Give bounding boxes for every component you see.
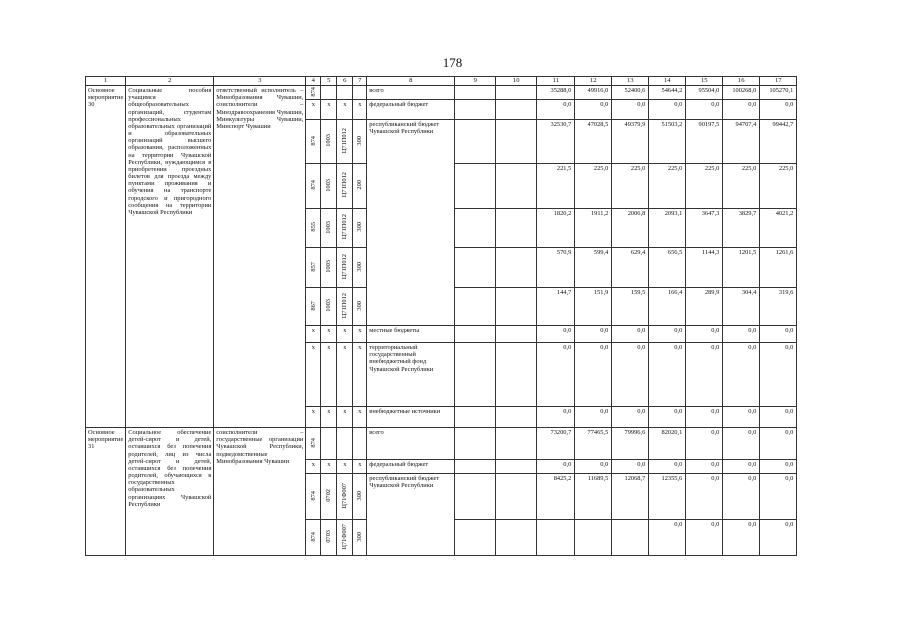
code-grbs-text: 874	[309, 490, 317, 501]
code-vr-text: 300	[356, 300, 364, 311]
value-cell: 0,0	[575, 407, 612, 428]
value-cell: 4021,2	[760, 209, 797, 248]
page-number: 178	[442, 55, 463, 70]
column-number: 11	[537, 77, 575, 86]
funding-source: федеральный бюджет	[367, 460, 455, 474]
code-rz	[321, 520, 337, 556]
code-grbs: x	[306, 343, 321, 407]
value-cell: 225,0	[612, 164, 649, 209]
empty-cell-9	[455, 248, 496, 288]
code-grbs: x	[306, 407, 321, 428]
funding-source: всего	[367, 86, 455, 100]
funding-source: внебюджетные источники	[367, 407, 455, 428]
value-cell: 0,0	[723, 460, 760, 474]
code-csr	[337, 120, 353, 164]
value-cell: 1261,6	[760, 248, 797, 288]
value-cell: 221,5	[537, 164, 575, 209]
code-csr-text: Ц71П012	[341, 253, 349, 280]
empty-cell-9	[455, 209, 496, 248]
code-rz-text: 0702	[325, 489, 333, 502]
value-cell: 0,0	[649, 100, 686, 120]
column-number: 2	[126, 77, 214, 86]
value-cell: 0,0	[649, 407, 686, 428]
value-cell: 144,7	[537, 288, 575, 326]
value-cell: 151,9	[575, 288, 612, 326]
value-cell: 100268,0	[723, 86, 760, 100]
code-vr	[353, 209, 367, 248]
code-grbs	[306, 209, 321, 248]
code-csr	[337, 288, 353, 326]
value-cell: 0,0	[760, 474, 797, 520]
column-number: 7	[353, 77, 367, 86]
value-cell: 0,0	[760, 326, 797, 343]
funding-source: местные бюджеты	[367, 326, 455, 343]
empty-cell-9	[455, 86, 496, 100]
code-grbs	[306, 120, 321, 164]
code-vr	[353, 474, 367, 520]
value-cell: 0,0	[537, 100, 575, 120]
value-cell: 225,0	[723, 164, 760, 209]
value-cell: 0,0	[686, 474, 723, 520]
empty-cell-10	[496, 100, 537, 120]
value-cell: 49916,0	[575, 86, 612, 100]
code-grbs-text: 874	[309, 135, 317, 146]
code-vr: x	[353, 326, 367, 343]
value-cell: 0,0	[686, 520, 723, 556]
value-cell: 0,0	[612, 343, 649, 407]
empty-cell-10	[496, 288, 537, 326]
value-cell: 2006,8	[612, 209, 649, 248]
code-csr: x	[337, 407, 353, 428]
code-vr	[353, 428, 367, 460]
code-csr-text: Ц71Ф007	[341, 482, 349, 509]
code-grbs-text: 874	[309, 86, 317, 97]
value-cell: 0,0	[686, 343, 723, 407]
value-cell: 105270,1	[760, 86, 797, 100]
empty-cell-9	[455, 428, 496, 460]
code-grbs-text: 874	[309, 531, 317, 542]
value-cell: 3829,7	[723, 209, 760, 248]
value-cell: 0,0	[537, 460, 575, 474]
value-cell: 225,0	[649, 164, 686, 209]
funding-source: территориальный государственный внебюджетный фонд Чувашской Республики	[367, 343, 455, 407]
code-vr	[353, 86, 367, 100]
column-number: 3	[214, 77, 306, 86]
value-cell: 629,4	[612, 248, 649, 288]
value-cell: 3647,3	[686, 209, 723, 248]
value-cell: 319,6	[760, 288, 797, 326]
column-number: 16	[723, 77, 760, 86]
column-number: 9	[455, 77, 496, 86]
code-rz-text: 1003	[325, 178, 333, 192]
value-cell: 95504,0	[686, 86, 723, 100]
code-csr-text: Ц71П012	[341, 292, 349, 319]
column-number: 8	[367, 77, 455, 86]
code-vr	[353, 288, 367, 326]
code-vr	[353, 120, 367, 164]
empty-cell-10	[496, 209, 537, 248]
empty-cell-9	[455, 326, 496, 343]
empty-cell-9	[455, 474, 496, 520]
value-cell: 1201,5	[723, 248, 760, 288]
value-cell: 0,0	[575, 460, 612, 474]
empty-cell-9	[455, 288, 496, 326]
value-cell	[575, 520, 612, 556]
value-cell: 47028,5	[575, 120, 612, 164]
value-cell: 0,0	[760, 407, 797, 428]
value-cell	[612, 520, 649, 556]
value-cell: 0,0	[612, 407, 649, 428]
code-grbs	[306, 288, 321, 326]
code-vr	[353, 520, 367, 556]
code-rz	[321, 120, 337, 164]
value-cell: 289,9	[686, 288, 723, 326]
code-grbs-text: 855	[309, 222, 317, 232]
code-rz	[321, 164, 337, 209]
code-rz	[321, 209, 337, 248]
value-cell: 54644,2	[649, 86, 686, 100]
code-grbs: x	[306, 326, 321, 343]
measure-executor: ответственный исполнитель – Минобразования Чувашии, соисполнители – Минздравоохранения Чувашии, Минкультуры Чувашии, Минспорт Чувашии	[214, 86, 306, 428]
code-rz-text: 1003	[325, 134, 333, 147]
value-cell: 0,0	[686, 100, 723, 120]
column-number: 1	[86, 77, 126, 86]
empty-cell-10	[496, 520, 537, 556]
code-vr-text: 300	[356, 261, 364, 272]
code-vr: x	[353, 100, 367, 120]
value-cell: 0,0	[575, 100, 612, 120]
value-cell: 79996,6	[612, 428, 649, 460]
value-cell: 0,0	[723, 520, 760, 556]
measure-name: Основное мероприятие 30	[86, 86, 126, 428]
value-cell: 599,4	[575, 248, 612, 288]
code-grbs: x	[306, 460, 321, 474]
value-cell: 0,0	[537, 343, 575, 407]
code-csr-text: Ц71П012	[341, 127, 349, 154]
empty-cell-10	[496, 460, 537, 474]
empty-cell-10	[496, 164, 537, 209]
code-rz	[321, 428, 337, 460]
code-rz	[321, 86, 337, 100]
empty-cell-10	[496, 343, 537, 407]
empty-cell-9	[455, 164, 496, 209]
value-cell: 35288,0	[537, 86, 575, 100]
value-cell: 0,0	[612, 460, 649, 474]
column-number: 5	[321, 77, 337, 86]
code-csr-text: Ц71П012	[341, 214, 349, 240]
code-rz: x	[321, 460, 337, 474]
empty-cell-10	[496, 120, 537, 164]
code-rz-text: 1003	[325, 260, 333, 273]
value-cell: 0,0	[760, 100, 797, 120]
empty-cell-9	[455, 407, 496, 428]
value-cell: 304,4	[723, 288, 760, 326]
value-cell: 0,0	[612, 326, 649, 343]
value-cell: 1911,2	[575, 209, 612, 248]
funding-source: республиканский бюджет Чувашской Республики	[367, 120, 455, 326]
code-grbs	[306, 520, 321, 556]
code-csr-text: Ц71П012	[341, 172, 349, 198]
empty-cell-10	[496, 407, 537, 428]
value-cell: 0,0	[649, 520, 686, 556]
value-cell: 77465,5	[575, 428, 612, 460]
code-csr	[337, 164, 353, 209]
value-cell: 225,0	[686, 164, 723, 209]
value-cell: 8425,2	[537, 474, 575, 520]
value-cell: 0,0	[723, 326, 760, 343]
value-cell: 0,0	[686, 460, 723, 474]
code-csr	[337, 428, 353, 460]
budget-table	[85, 76, 797, 556]
empty-cell-9	[455, 460, 496, 474]
value-cell: 0,0	[649, 460, 686, 474]
value-cell: 0,0	[575, 343, 612, 407]
code-vr: x	[353, 460, 367, 474]
value-cell: 1144,3	[686, 248, 723, 288]
code-grbs: x	[306, 100, 321, 120]
value-cell: 2093,1	[649, 209, 686, 248]
value-cell: 0,0	[612, 100, 649, 120]
funding-source: всего	[367, 428, 455, 460]
code-grbs	[306, 428, 321, 460]
code-rz-text: 0703	[325, 530, 333, 543]
code-rz-text: 1003	[325, 220, 333, 234]
code-rz: x	[321, 407, 337, 428]
value-cell: 0,0	[760, 520, 797, 556]
value-cell: 90197,5	[686, 120, 723, 164]
value-cell: 225,0	[575, 164, 612, 209]
code-csr: x	[337, 343, 353, 407]
value-cell: 99442,7	[760, 120, 797, 164]
value-cell: 12068,7	[612, 474, 649, 520]
code-rz-text: 1003	[325, 299, 333, 312]
code-grbs-text: 857	[309, 261, 317, 272]
code-rz: x	[321, 100, 337, 120]
empty-cell-9	[455, 100, 496, 120]
value-cell: 52400,6	[612, 86, 649, 100]
value-cell: 166,4	[649, 288, 686, 326]
column-number: 4	[306, 77, 321, 86]
code-vr-text: 300	[356, 531, 364, 542]
value-cell: 0,0	[760, 460, 797, 474]
code-vr	[353, 164, 367, 209]
value-cell: 225,0	[760, 164, 797, 209]
code-grbs-text: 874	[309, 437, 317, 448]
table-body	[86, 77, 797, 556]
empty-cell-10	[496, 428, 537, 460]
value-cell: 159,5	[612, 288, 649, 326]
code-csr: x	[337, 460, 353, 474]
code-csr	[337, 520, 353, 556]
empty-cell-9	[455, 520, 496, 556]
empty-cell-10	[496, 248, 537, 288]
value-cell: 0,0	[649, 326, 686, 343]
value-cell: 49379,9	[612, 120, 649, 164]
code-grbs-text: 867	[309, 300, 317, 311]
value-cell: 570,9	[537, 248, 575, 288]
code-rz: x	[321, 326, 337, 343]
value-cell: 0,0	[686, 407, 723, 428]
empty-cell-10	[496, 474, 537, 520]
column-number: 13	[612, 77, 649, 86]
column-number: 14	[649, 77, 686, 86]
value-cell: 0,0	[723, 100, 760, 120]
table-row	[86, 86, 797, 100]
value-cell: 0,0	[723, 428, 760, 460]
value-cell: 1820,2	[537, 209, 575, 248]
code-csr-text: Ц71Ф007	[341, 523, 349, 550]
value-cell: 0,0	[575, 326, 612, 343]
value-cell	[537, 520, 575, 556]
column-number: 6	[337, 77, 353, 86]
value-cell: 51503,2	[649, 120, 686, 164]
code-csr	[337, 209, 353, 248]
value-cell: 94707,4	[723, 120, 760, 164]
code-grbs	[306, 474, 321, 520]
measure-description: Социальные пособия учащимся общеобразовательных организаций, студентам профессиональных образовательных организаций и образовательных организаций высшего образования, расположенных на территории Чувашской Республики, нуждающимся в приобретении проездных билетов для проезда между пунктами проживания и обучения на транспорте городского и пригородного сообщения на территории Чувашской Республики	[126, 86, 214, 428]
code-csr: x	[337, 100, 353, 120]
value-cell: 0,0	[760, 428, 797, 460]
code-vr-text: 300	[356, 222, 364, 232]
code-rz	[321, 248, 337, 288]
funding-source: федеральный бюджет	[367, 100, 455, 120]
value-cell: 0,0	[537, 326, 575, 343]
value-cell: 0,0	[723, 474, 760, 520]
measure-executor: соисполнители – государственные организации Чувашской Республики, подведомственные Минобразования Чувашии	[214, 428, 306, 556]
column-number: 15	[686, 77, 723, 86]
value-cell: 0,0	[686, 326, 723, 343]
code-csr: x	[337, 326, 353, 343]
code-rz	[321, 474, 337, 520]
table-row	[86, 428, 797, 460]
code-csr	[337, 86, 353, 100]
empty-cell-10	[496, 86, 537, 100]
value-cell: 0,0	[537, 407, 575, 428]
code-grbs	[306, 164, 321, 209]
code-vr-text: 300	[356, 490, 364, 501]
code-csr	[337, 248, 353, 288]
value-cell: 11689,5	[575, 474, 612, 520]
code-vr: x	[353, 407, 367, 428]
code-csr	[337, 474, 353, 520]
value-cell: 12355,6	[649, 474, 686, 520]
code-rz	[321, 288, 337, 326]
code-vr-text: 200	[356, 180, 364, 190]
value-cell: 82020,1	[649, 428, 686, 460]
code-vr-text: 300	[356, 135, 364, 146]
value-cell: 0,0	[723, 407, 760, 428]
empty-cell-10	[496, 326, 537, 343]
code-vr: x	[353, 343, 367, 407]
empty-cell-9	[455, 120, 496, 164]
code-grbs	[306, 86, 321, 100]
column-number: 12	[575, 77, 612, 86]
value-cell: 656,5	[649, 248, 686, 288]
header-row	[86, 77, 797, 86]
measure-description: Социальное обеспечение детей-сирот и детей, оставшихся без попечения родителей, лиц из числа детей-сирот и детей, оставшихся без попечения родителей, обучающихся в государственных образовательных организациях Чувашской Республики	[126, 428, 214, 556]
code-grbs	[306, 248, 321, 288]
code-grbs-text: 874	[309, 180, 317, 190]
empty-cell-9	[455, 343, 496, 407]
code-vr	[353, 248, 367, 288]
value-cell: 73200,7	[537, 428, 575, 460]
value-cell: 32530,7	[537, 120, 575, 164]
funding-source: республиканский бюджет Чувашской Республики	[367, 474, 455, 556]
value-cell: 0,0	[760, 343, 797, 407]
column-number: 10	[496, 77, 537, 86]
column-number: 17	[760, 77, 797, 86]
measure-name: Основное мероприятие 31	[86, 428, 126, 556]
code-rz: x	[321, 343, 337, 407]
value-cell: 0,0	[686, 428, 723, 460]
value-cell: 0,0	[723, 343, 760, 407]
value-cell: 0,0	[649, 343, 686, 407]
